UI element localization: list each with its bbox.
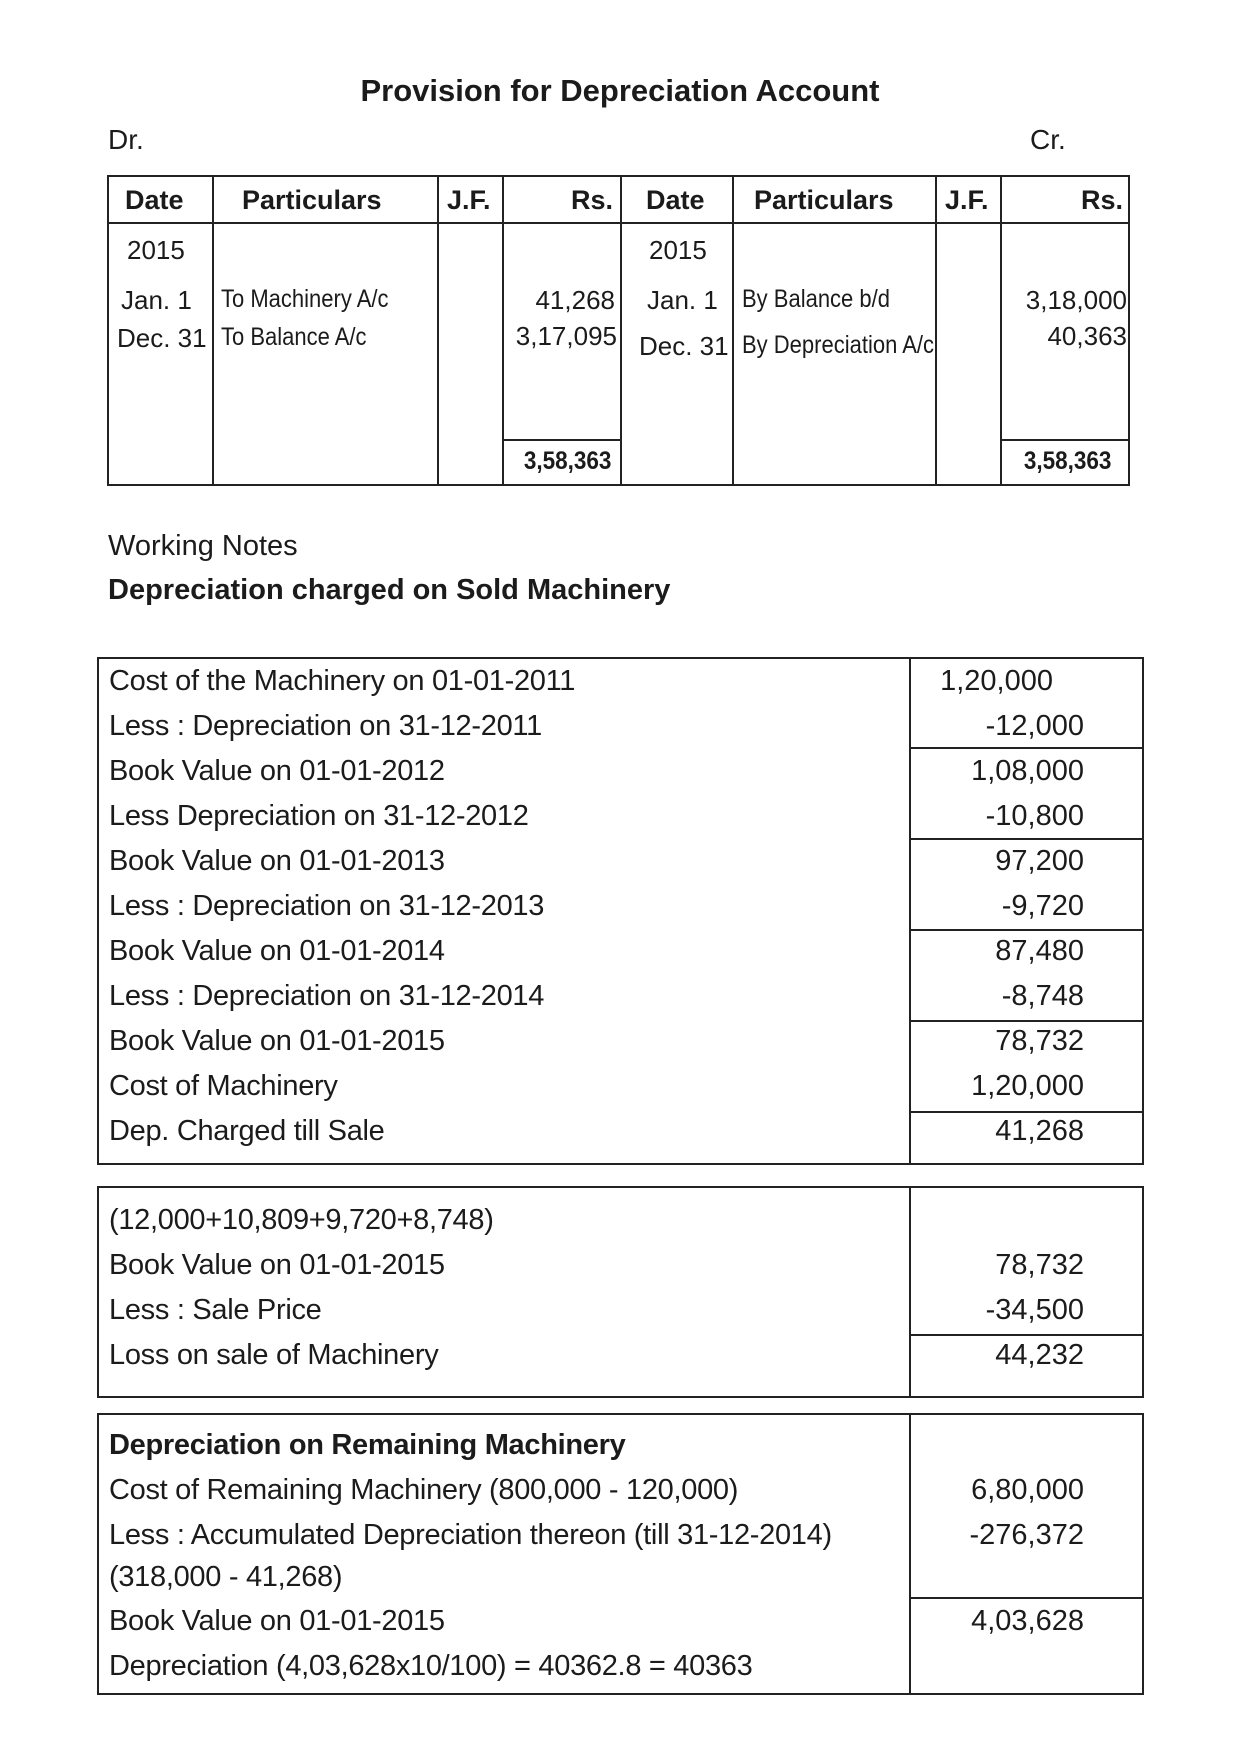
credit-date-1: Jan. 1	[647, 285, 718, 315]
table-row-value: 87,480	[995, 935, 1084, 967]
header-particulars-debit: Particulars	[242, 185, 382, 215]
table-row-label: Book Value on 01-01-2012	[109, 755, 445, 787]
table-row-label: Less : Depreciation on 31-12-2013	[109, 890, 545, 922]
table-row-label: (12,000+10,809+9,720+8,748)	[109, 1204, 494, 1236]
subtotal-line	[909, 838, 1142, 840]
debit-amount-1: 41,268	[535, 285, 615, 315]
table-row-label: Loss on sale of Machinery	[109, 1339, 439, 1371]
table-row-label: Book Value on 01-01-2014	[109, 935, 445, 967]
working-notes-subheading: Depreciation charged on Sold Machinery	[108, 574, 671, 606]
table-row-label: Less : Accumulated Depreciation thereon (till 31-12-2014)	[109, 1519, 832, 1551]
table-row-label: Dep. Charged till Sale	[109, 1115, 385, 1147]
subtotal-line	[909, 929, 1142, 931]
table-row-value: 78,732	[995, 1025, 1084, 1057]
debit-date-2: Dec. 31	[117, 323, 207, 353]
column-divider	[909, 1415, 911, 1693]
table-row-value: -9,720	[1001, 890, 1084, 922]
table-row-label: Less : Depreciation on 31-12-2011	[109, 710, 542, 742]
table-row-value: 78,732	[995, 1249, 1084, 1281]
credit-amount-2: 40,363	[1047, 321, 1127, 351]
debit-label: Dr.	[108, 124, 144, 155]
table-row-label: Cost of Remaining Machinery (800,000 - 120,000)	[109, 1474, 739, 1506]
table-row-value: -12,000	[985, 710, 1084, 742]
table-row-value: -276,372	[969, 1519, 1084, 1551]
debit-date-1: Jan. 1	[121, 285, 192, 315]
subtotal-line	[909, 1111, 1142, 1113]
table-row-label: Book Value on 01-01-2015	[109, 1025, 445, 1057]
credit-total-line	[1000, 439, 1130, 441]
table-row-label: Book Value on 01-01-2015	[109, 1605, 445, 1637]
table-row-value: -10,800	[985, 800, 1084, 832]
header-particulars-credit: Particulars	[754, 185, 894, 215]
table-row-label: (318,000 - 41,268)	[109, 1561, 343, 1593]
table-row-label: Book Value on 01-01-2013	[109, 845, 445, 877]
debit-total: 3,58,363	[523, 447, 612, 475]
table-row-value: 97,200	[995, 845, 1084, 877]
ledger-header-divider	[109, 222, 1128, 224]
table-row-value: -34,500	[985, 1294, 1084, 1326]
column-divider	[909, 1188, 911, 1396]
table-row-value: 1,20,000	[940, 665, 1053, 697]
table-row-label: Less : Depreciation on 31-12-2014	[109, 980, 545, 1012]
remaining-machinery-table	[97, 1413, 1144, 1695]
debit-year: 2015	[127, 235, 185, 265]
ledger-table	[107, 175, 1130, 486]
header-rs-credit: Rs.	[1080, 185, 1123, 215]
table-row-value: 1,08,000	[971, 755, 1084, 787]
credit-amount-1: 3,18,000	[1025, 285, 1127, 315]
table-row-label: Less : Sale Price	[109, 1294, 322, 1326]
table-row-label: Depreciation (4,03,628x10/100) = 40362.8 = 40363	[109, 1650, 753, 1682]
depreciation-sold-table	[97, 657, 1144, 1165]
subtotal-line	[909, 747, 1142, 749]
table-row-label: Book Value on 01-01-2015	[109, 1249, 445, 1281]
table-row-value: 6,80,000	[971, 1474, 1084, 1506]
table-row-value: 41,268	[995, 1115, 1084, 1147]
working-notes-heading: Working Notes	[108, 530, 298, 562]
credit-total: 3,58,363	[1023, 447, 1112, 475]
subtotal-line	[909, 1020, 1142, 1022]
header-jf-credit: J.F.	[945, 185, 989, 215]
column-divider	[909, 659, 911, 1163]
header-rs-debit: Rs.	[570, 185, 613, 215]
credit-particulars-1: By Balance b/d	[742, 285, 890, 313]
remaining-machinery-heading: Depreciation on Remaining Machinery	[109, 1429, 626, 1461]
header-date-credit: Date	[646, 185, 705, 215]
table-row-label: Less Depreciation on 31-12-2012	[109, 800, 529, 832]
table-row-value: 44,232	[995, 1339, 1084, 1371]
table-row-value: 4,03,628	[971, 1605, 1084, 1637]
debit-particulars-2: To Balance A/c	[221, 323, 367, 351]
credit-label: Cr.	[1030, 124, 1066, 155]
credit-year: 2015	[649, 235, 707, 265]
table-row-value: 1,20,000	[971, 1070, 1084, 1102]
header-date-debit: Date	[125, 185, 184, 215]
debit-total-line	[502, 439, 622, 441]
loss-on-sale-table	[97, 1186, 1144, 1398]
subtotal-line	[909, 1334, 1142, 1336]
header-jf-debit: J.F.	[447, 185, 491, 215]
debit-particulars-1: To Machinery A/c	[221, 285, 389, 313]
table-row-label: Cost of the Machinery on 01-01-2011	[109, 665, 576, 697]
table-row-value: -8,748	[1001, 980, 1084, 1012]
debit-amount-2: 3,17,095	[515, 321, 617, 351]
credit-particulars-2: By Depreciation A/c	[742, 331, 934, 359]
table-row-label: Cost of Machinery	[109, 1070, 338, 1102]
subtotal-line	[909, 1597, 1142, 1599]
page-title: Provision for Depreciation Account	[360, 73, 880, 108]
credit-date-2: Dec. 31	[639, 331, 729, 361]
